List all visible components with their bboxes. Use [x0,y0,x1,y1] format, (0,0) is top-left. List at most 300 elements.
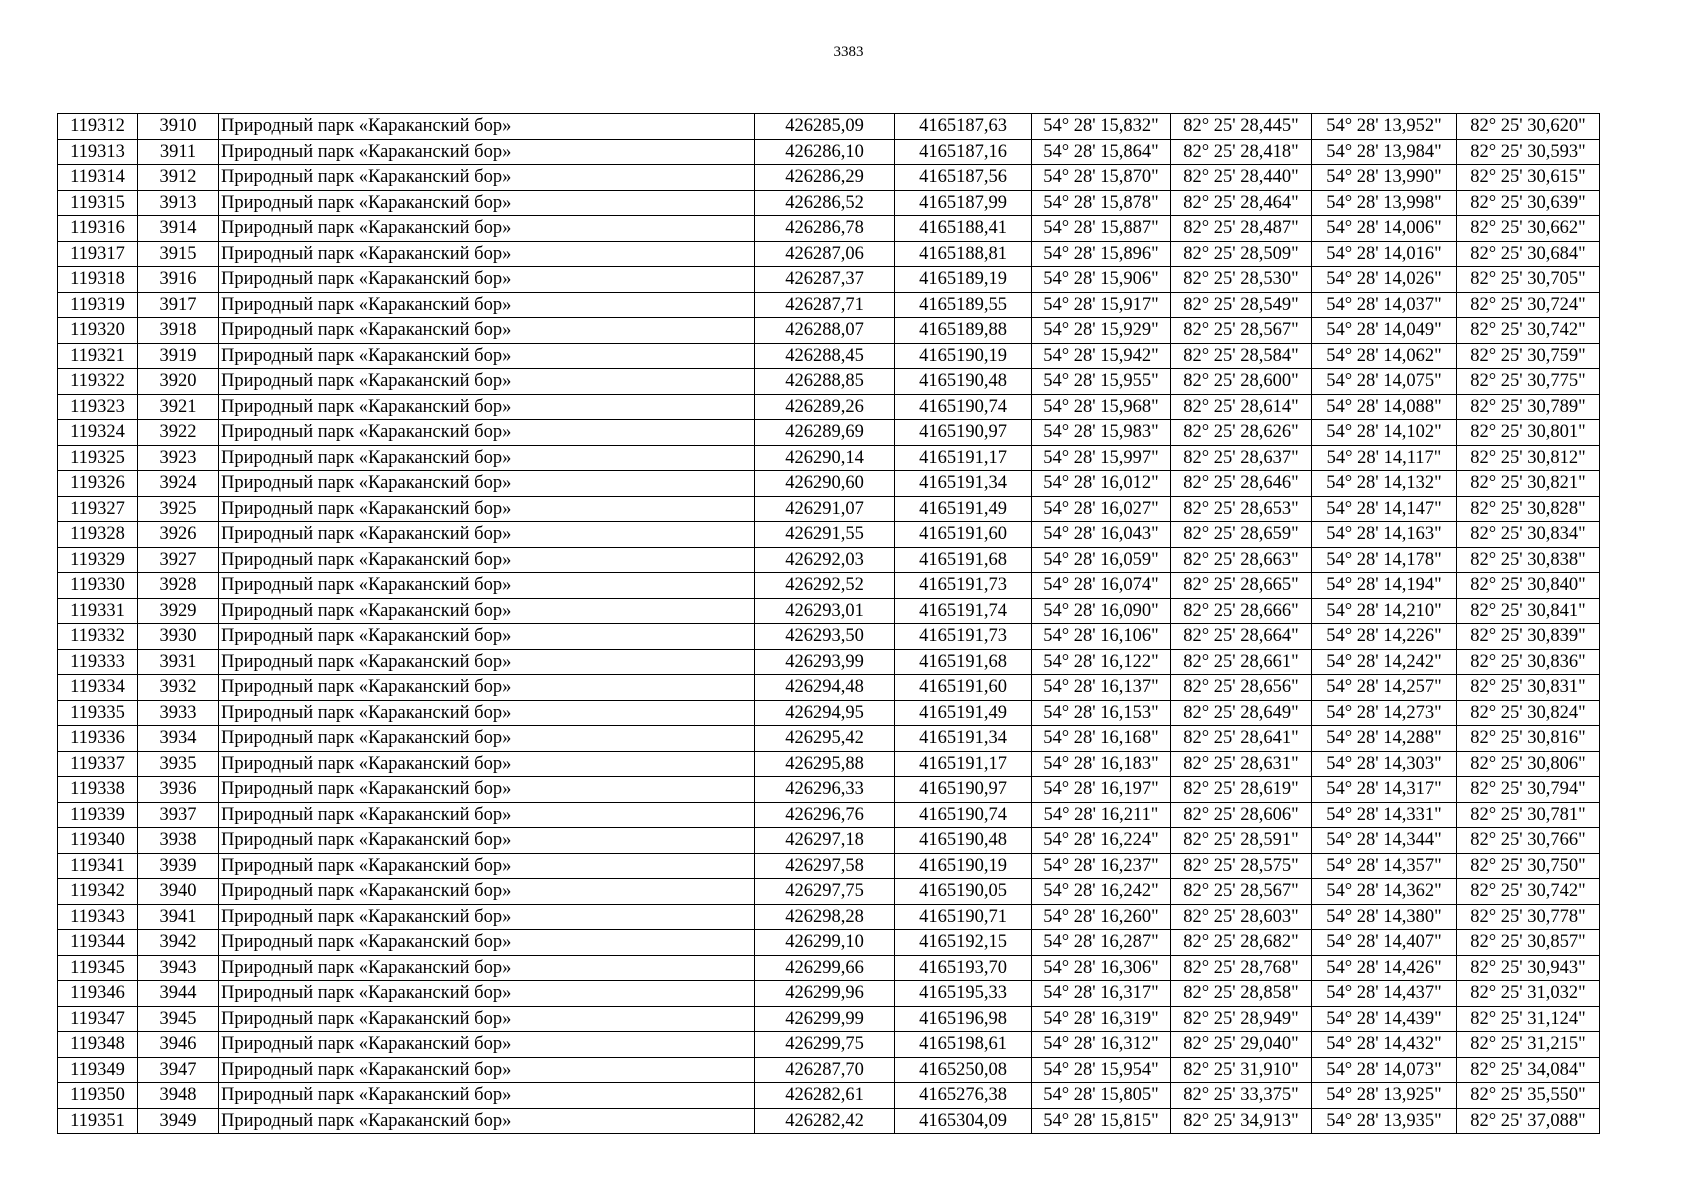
latitude-1: 54° 28' 16,312" [1032,1032,1171,1058]
longitude-2: 82° 25' 30,781" [1457,802,1600,828]
row-id: 119323 [58,394,138,420]
point-number: 3941 [138,904,219,930]
latitude-2: 54° 28' 14,026" [1312,267,1457,293]
latitude-2: 54° 28' 14,088" [1312,394,1457,420]
latitude-1: 54° 28' 16,197" [1032,777,1171,803]
longitude-2: 82° 25' 30,759" [1457,343,1600,369]
row-id: 119324 [58,420,138,446]
y-coordinate: 4165304,09 [895,1108,1032,1134]
x-coordinate: 426286,29 [755,165,895,191]
point-number: 3943 [138,955,219,981]
y-coordinate: 4165190,74 [895,802,1032,828]
x-coordinate: 426292,03 [755,547,895,573]
longitude-1: 82° 25' 28,661" [1171,649,1312,675]
row-id: 119329 [58,547,138,573]
longitude-1: 82° 25' 28,663" [1171,547,1312,573]
point-number: 3915 [138,241,219,267]
page-number: 3383 [833,44,864,60]
latitude-1: 54° 28' 16,168" [1032,726,1171,752]
table-row [58,573,1600,599]
coordinates-table [57,113,1600,1134]
table-row [58,216,1600,242]
latitude-2: 54° 28' 14,210" [1312,598,1457,624]
row-id: 119334 [58,675,138,701]
object-name: Природный парк «Караканский бор» [219,471,755,497]
y-coordinate: 4165190,48 [895,369,1032,395]
object-name: Природный парк «Караканский бор» [219,649,755,675]
point-number: 3922 [138,420,219,446]
y-coordinate: 4165191,34 [895,726,1032,752]
x-coordinate: 426294,95 [755,700,895,726]
y-coordinate: 4165189,19 [895,267,1032,293]
y-coordinate: 4165189,88 [895,318,1032,344]
row-id: 119328 [58,522,138,548]
point-number: 3933 [138,700,219,726]
table-row [58,471,1600,497]
latitude-2: 54° 28' 14,257" [1312,675,1457,701]
table-row [58,547,1600,573]
latitude-2: 54° 28' 14,102" [1312,420,1457,446]
row-id: 119314 [58,165,138,191]
x-coordinate: 426297,58 [755,853,895,879]
point-number: 3930 [138,624,219,650]
object-name: Природный парк «Караканский бор» [219,598,755,624]
longitude-1: 82° 25' 28,584" [1171,343,1312,369]
latitude-2: 54° 28' 14,117" [1312,445,1457,471]
latitude-1: 54° 28' 15,805" [1032,1083,1171,1109]
table-body [58,114,1600,1134]
longitude-2: 82° 25' 30,824" [1457,700,1600,726]
table-row [58,598,1600,624]
x-coordinate: 426296,33 [755,777,895,803]
longitude-2: 82° 25' 30,831" [1457,675,1600,701]
point-number: 3938 [138,828,219,854]
longitude-1: 82° 25' 28,649" [1171,700,1312,726]
table-row [58,241,1600,267]
row-id: 119317 [58,241,138,267]
row-id: 119349 [58,1057,138,1083]
x-coordinate: 426299,75 [755,1032,895,1058]
latitude-1: 54° 28' 16,237" [1032,853,1171,879]
x-coordinate: 426293,50 [755,624,895,650]
row-id: 119342 [58,879,138,905]
longitude-2: 82° 25' 30,662" [1457,216,1600,242]
object-name: Природный парк «Караканский бор» [219,547,755,573]
latitude-2: 54° 28' 14,273" [1312,700,1457,726]
point-number: 3932 [138,675,219,701]
longitude-1: 82° 25' 28,591" [1171,828,1312,854]
y-coordinate: 4165187,56 [895,165,1032,191]
longitude-1: 82° 25' 28,768" [1171,955,1312,981]
longitude-2: 82° 25' 31,215" [1457,1032,1600,1058]
point-number: 3914 [138,216,219,242]
latitude-1: 54° 28' 16,059" [1032,547,1171,573]
row-id: 119344 [58,930,138,956]
point-number: 3919 [138,343,219,369]
point-number: 3936 [138,777,219,803]
longitude-2: 82° 25' 30,840" [1457,573,1600,599]
point-number: 3947 [138,1057,219,1083]
latitude-2: 54° 28' 13,925" [1312,1083,1457,1109]
longitude-1: 82° 25' 33,375" [1171,1083,1312,1109]
y-coordinate: 4165276,38 [895,1083,1032,1109]
longitude-1: 82° 25' 28,858" [1171,981,1312,1007]
object-name: Природный парк «Караканский бор» [219,165,755,191]
longitude-2: 82° 25' 30,705" [1457,267,1600,293]
longitude-1: 82° 25' 28,418" [1171,139,1312,165]
longitude-1: 82° 25' 28,626" [1171,420,1312,446]
longitude-2: 82° 25' 30,828" [1457,496,1600,522]
latitude-2: 54° 28' 14,407" [1312,930,1457,956]
row-id: 119318 [58,267,138,293]
latitude-1: 54° 28' 15,887" [1032,216,1171,242]
point-number: 3923 [138,445,219,471]
table-row [58,292,1600,318]
x-coordinate: 426294,48 [755,675,895,701]
latitude-2: 54° 28' 14,163" [1312,522,1457,548]
latitude-1: 54° 28' 16,106" [1032,624,1171,650]
point-number: 3948 [138,1083,219,1109]
point-number: 3917 [138,292,219,318]
latitude-1: 54° 28' 15,983" [1032,420,1171,446]
table-row [58,879,1600,905]
point-number: 3940 [138,879,219,905]
table-row [58,1032,1600,1058]
latitude-2: 54° 28' 14,344" [1312,828,1457,854]
object-name: Природный парк «Караканский бор» [219,216,755,242]
point-number: 3924 [138,471,219,497]
latitude-1: 54° 28' 16,260" [1032,904,1171,930]
latitude-1: 54° 28' 15,968" [1032,394,1171,420]
longitude-2: 82° 25' 30,778" [1457,904,1600,930]
latitude-2: 54° 28' 14,049" [1312,318,1457,344]
object-name: Природный парк «Караканский бор» [219,853,755,879]
latitude-2: 54° 28' 14,357" [1312,853,1457,879]
object-name: Природный парк «Караканский бор» [219,139,755,165]
row-id: 119320 [58,318,138,344]
object-name: Природный парк «Караканский бор» [219,1006,755,1032]
latitude-2: 54° 28' 14,037" [1312,292,1457,318]
longitude-2: 82° 25' 30,812" [1457,445,1600,471]
longitude-2: 82° 25' 31,124" [1457,1006,1600,1032]
longitude-1: 82° 25' 28,509" [1171,241,1312,267]
x-coordinate: 426299,99 [755,1006,895,1032]
latitude-1: 54° 28' 15,906" [1032,267,1171,293]
longitude-1: 82° 25' 28,600" [1171,369,1312,395]
y-coordinate: 4165187,16 [895,139,1032,165]
longitude-1: 82° 25' 28,653" [1171,496,1312,522]
y-coordinate: 4165191,68 [895,649,1032,675]
longitude-2: 82° 25' 31,032" [1457,981,1600,1007]
row-id: 119346 [58,981,138,1007]
x-coordinate: 426293,99 [755,649,895,675]
longitude-2: 82° 25' 30,943" [1457,955,1600,981]
longitude-2: 82° 25' 30,750" [1457,853,1600,879]
table-row [58,1083,1600,1109]
x-coordinate: 426285,09 [755,114,895,140]
table-row [58,700,1600,726]
row-id: 119335 [58,700,138,726]
latitude-2: 54° 28' 13,952" [1312,114,1457,140]
point-number: 3927 [138,547,219,573]
y-coordinate: 4165191,73 [895,624,1032,650]
table-row [58,1108,1600,1134]
table-row [58,190,1600,216]
object-name: Природный парк «Караканский бор» [219,955,755,981]
point-number: 3935 [138,751,219,777]
table-row [58,420,1600,446]
row-id: 119347 [58,1006,138,1032]
object-name: Природный парк «Караканский бор» [219,573,755,599]
longitude-1: 82° 25' 28,614" [1171,394,1312,420]
longitude-2: 82° 25' 30,615" [1457,165,1600,191]
object-name: Природный парк «Караканский бор» [219,1057,755,1083]
object-name: Природный парк «Караканский бор» [219,190,755,216]
x-coordinate: 426282,61 [755,1083,895,1109]
row-id: 119345 [58,955,138,981]
table-row [58,1006,1600,1032]
latitude-2: 54° 28' 14,073" [1312,1057,1457,1083]
point-number: 3931 [138,649,219,675]
latitude-2: 54° 28' 14,426" [1312,955,1457,981]
latitude-1: 54° 28' 16,137" [1032,675,1171,701]
latitude-2: 54° 28' 14,437" [1312,981,1457,1007]
longitude-1: 82° 25' 28,641" [1171,726,1312,752]
x-coordinate: 426288,85 [755,369,895,395]
y-coordinate: 4165191,17 [895,445,1032,471]
table-row [58,369,1600,395]
point-number: 3918 [138,318,219,344]
row-id: 119333 [58,649,138,675]
x-coordinate: 426299,96 [755,981,895,1007]
object-name: Природный парк «Караканский бор» [219,318,755,344]
table-row [58,675,1600,701]
point-number: 3944 [138,981,219,1007]
row-id: 119336 [58,726,138,752]
latitude-1: 54° 28' 15,917" [1032,292,1171,318]
x-coordinate: 426287,37 [755,267,895,293]
longitude-2: 82° 25' 30,766" [1457,828,1600,854]
row-id: 119350 [58,1083,138,1109]
latitude-2: 54° 28' 14,132" [1312,471,1457,497]
latitude-2: 54° 28' 14,062" [1312,343,1457,369]
y-coordinate: 4165188,81 [895,241,1032,267]
latitude-1: 54° 28' 16,012" [1032,471,1171,497]
table-row [58,114,1600,140]
longitude-2: 82° 25' 30,801" [1457,420,1600,446]
latitude-1: 54° 28' 16,043" [1032,522,1171,548]
object-name: Природный парк «Караканский бор» [219,1108,755,1134]
row-id: 119332 [58,624,138,650]
x-coordinate: 426286,78 [755,216,895,242]
object-name: Природный парк «Караканский бор» [219,981,755,1007]
object-name: Природный парк «Караканский бор» [219,624,755,650]
longitude-2: 82° 25' 30,742" [1457,318,1600,344]
x-coordinate: 426286,10 [755,139,895,165]
table-row [58,955,1600,981]
table-row [58,751,1600,777]
object-name: Природный парк «Караканский бор» [219,445,755,471]
longitude-1: 82° 25' 28,440" [1171,165,1312,191]
latitude-2: 54° 28' 14,331" [1312,802,1457,828]
latitude-2: 54° 28' 14,303" [1312,751,1457,777]
y-coordinate: 4165190,19 [895,853,1032,879]
x-coordinate: 426287,70 [755,1057,895,1083]
object-name: Природный парк «Караканский бор» [219,292,755,318]
longitude-1: 82° 25' 28,445" [1171,114,1312,140]
x-coordinate: 426298,28 [755,904,895,930]
longitude-1: 82° 25' 29,040" [1171,1032,1312,1058]
x-coordinate: 426291,07 [755,496,895,522]
y-coordinate: 4165187,99 [895,190,1032,216]
y-coordinate: 4165198,61 [895,1032,1032,1058]
row-id: 119327 [58,496,138,522]
x-coordinate: 426299,10 [755,930,895,956]
latitude-2: 54° 28' 14,439" [1312,1006,1457,1032]
point-number: 3920 [138,369,219,395]
latitude-2: 54° 28' 14,226" [1312,624,1457,650]
object-name: Природный парк «Караканский бор» [219,343,755,369]
x-coordinate: 426295,42 [755,726,895,752]
latitude-1: 54° 28' 15,896" [1032,241,1171,267]
x-coordinate: 426292,52 [755,573,895,599]
longitude-1: 82° 25' 28,575" [1171,853,1312,879]
longitude-2: 82° 25' 30,821" [1457,471,1600,497]
y-coordinate: 4165191,60 [895,522,1032,548]
row-id: 119325 [58,445,138,471]
table-row [58,1057,1600,1083]
x-coordinate: 426288,45 [755,343,895,369]
longitude-2: 82° 25' 30,836" [1457,649,1600,675]
point-number: 3945 [138,1006,219,1032]
longitude-1: 82° 25' 28,637" [1171,445,1312,471]
point-number: 3916 [138,267,219,293]
point-number: 3929 [138,598,219,624]
object-name: Природный парк «Караканский бор» [219,420,755,446]
longitude-1: 82° 25' 28,606" [1171,802,1312,828]
latitude-1: 54° 28' 16,224" [1032,828,1171,854]
object-name: Природный парк «Караканский бор» [219,267,755,293]
y-coordinate: 4165191,17 [895,751,1032,777]
point-number: 3912 [138,165,219,191]
y-coordinate: 4165189,55 [895,292,1032,318]
longitude-1: 82° 25' 28,567" [1171,318,1312,344]
longitude-2: 82° 25' 30,838" [1457,547,1600,573]
row-id: 119316 [58,216,138,242]
row-id: 119348 [58,1032,138,1058]
table-row [58,853,1600,879]
y-coordinate: 4165190,97 [895,777,1032,803]
row-id: 119341 [58,853,138,879]
latitude-2: 54° 28' 14,288" [1312,726,1457,752]
table-row [58,981,1600,1007]
table-row [58,445,1600,471]
latitude-2: 54° 28' 14,242" [1312,649,1457,675]
row-id: 119331 [58,598,138,624]
object-name: Природный парк «Караканский бор» [219,726,755,752]
longitude-1: 82° 25' 28,659" [1171,522,1312,548]
y-coordinate: 4165191,60 [895,675,1032,701]
latitude-1: 54° 28' 16,074" [1032,573,1171,599]
y-coordinate: 4165191,49 [895,700,1032,726]
latitude-2: 54° 28' 13,984" [1312,139,1457,165]
point-number: 3913 [138,190,219,216]
longitude-2: 82° 25' 30,593" [1457,139,1600,165]
x-coordinate: 426296,76 [755,802,895,828]
latitude-1: 54° 28' 16,183" [1032,751,1171,777]
table-row [58,394,1600,420]
longitude-2: 82° 25' 30,724" [1457,292,1600,318]
latitude-2: 54° 28' 14,016" [1312,241,1457,267]
latitude-1: 54° 28' 15,997" [1032,445,1171,471]
y-coordinate: 4165190,05 [895,879,1032,905]
latitude-2: 54° 28' 13,998" [1312,190,1457,216]
longitude-2: 82° 25' 30,839" [1457,624,1600,650]
object-name: Природный парк «Караканский бор» [219,700,755,726]
longitude-2: 82° 25' 30,857" [1457,930,1600,956]
table-row [58,624,1600,650]
y-coordinate: 4165195,33 [895,981,1032,1007]
longitude-2: 82° 25' 30,639" [1457,190,1600,216]
point-number: 3910 [138,114,219,140]
row-id: 119339 [58,802,138,828]
y-coordinate: 4165188,41 [895,216,1032,242]
object-name: Природный парк «Караканский бор» [219,879,755,905]
y-coordinate: 4165191,68 [895,547,1032,573]
longitude-2: 82° 25' 30,834" [1457,522,1600,548]
table-row [58,267,1600,293]
x-coordinate: 426293,01 [755,598,895,624]
longitude-2: 82° 25' 30,841" [1457,598,1600,624]
row-id: 119338 [58,777,138,803]
point-number: 3949 [138,1108,219,1134]
table-row [58,802,1600,828]
longitude-2: 82° 25' 30,806" [1457,751,1600,777]
x-coordinate: 426289,26 [755,394,895,420]
point-number: 3934 [138,726,219,752]
row-id: 119319 [58,292,138,318]
longitude-1: 82° 25' 28,646" [1171,471,1312,497]
table-row [58,318,1600,344]
latitude-2: 54° 28' 14,178" [1312,547,1457,573]
y-coordinate: 4165191,74 [895,598,1032,624]
x-coordinate: 426287,71 [755,292,895,318]
latitude-1: 54° 28' 16,090" [1032,598,1171,624]
longitude-1: 82° 25' 28,487" [1171,216,1312,242]
latitude-1: 54° 28' 15,942" [1032,343,1171,369]
table-row [58,649,1600,675]
latitude-2: 54° 28' 14,006" [1312,216,1457,242]
longitude-1: 82° 25' 28,619" [1171,777,1312,803]
x-coordinate: 426287,06 [755,241,895,267]
point-number: 3921 [138,394,219,420]
x-coordinate: 426297,75 [755,879,895,905]
y-coordinate: 4165196,98 [895,1006,1032,1032]
object-name: Природный парк «Караканский бор» [219,114,755,140]
latitude-2: 54° 28' 14,147" [1312,496,1457,522]
longitude-1: 82° 25' 31,910" [1171,1057,1312,1083]
row-id: 119313 [58,139,138,165]
y-coordinate: 4165191,34 [895,471,1032,497]
row-id: 119321 [58,343,138,369]
object-name: Природный парк «Караканский бор» [219,930,755,956]
longitude-2: 82° 25' 30,775" [1457,369,1600,395]
latitude-1: 54° 28' 16,122" [1032,649,1171,675]
longitude-1: 82° 25' 28,549" [1171,292,1312,318]
latitude-1: 54° 28' 15,870" [1032,165,1171,191]
latitude-1: 54° 28' 15,815" [1032,1108,1171,1134]
point-number: 3928 [138,573,219,599]
